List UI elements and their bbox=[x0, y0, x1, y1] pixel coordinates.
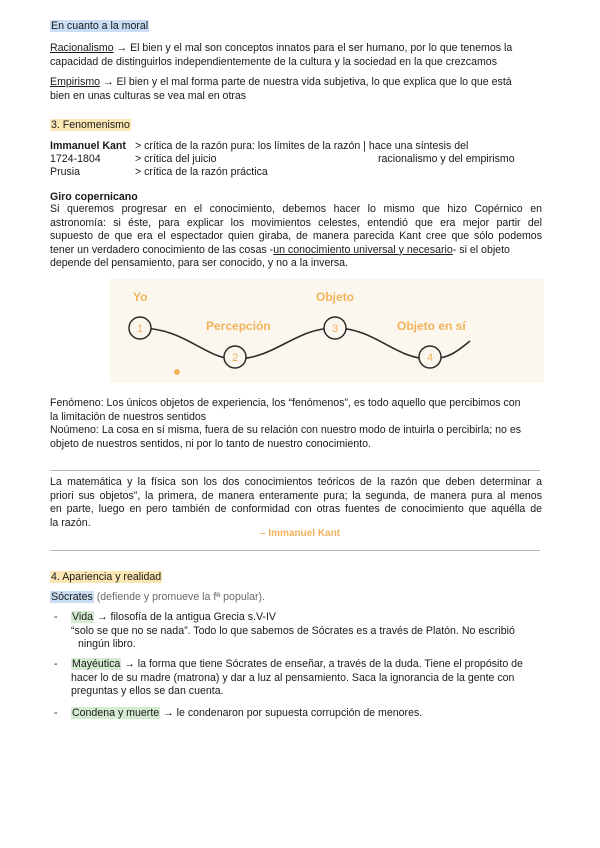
kant-years: 1724-1804 bbox=[50, 153, 101, 165]
fenomeno-paragraph bbox=[50, 397, 550, 451]
noumeno-line: Noúmeno: La cosa en sí misma, fuera de su relación con nuestro modo de intuirla o percibirla; no es bbox=[50, 424, 522, 436]
quote-top-divider bbox=[50, 470, 540, 471]
fenomenismo-heading: 3. Fenomenismo bbox=[51, 119, 130, 131]
work-3: > crítica de la razón práctica bbox=[135, 166, 268, 178]
giro-line: depende del pensamiento, para ser conocido, y no a la inversa. bbox=[50, 257, 348, 269]
giro-line: tener un verdadero conocimiento de las cosas -un conocimiento universal y necesario- si el objeto bbox=[50, 243, 510, 256]
decorative-dot bbox=[174, 369, 180, 375]
giro-line: astronomía: si éste, para explicar los movimientos celestes, entendió que era mejor partir del bbox=[50, 216, 542, 229]
racionalismo-line2: capacidad de distinguirlos independientemente de la cultura y la sociedad en la que crezcamos bbox=[50, 55, 497, 68]
quote-author: – Immanuel Kant bbox=[259, 528, 341, 539]
label-objeto-en-si: Objeto en sí bbox=[397, 319, 466, 333]
socrates-intro: Sócrates (defiende y promueve la fª popular). bbox=[51, 591, 265, 603]
condena-term: Condena y muerte bbox=[72, 707, 160, 719]
label-yo: Yo bbox=[133, 290, 148, 304]
racionalismo-paragraph: Racionalismo → El bien y el mal son conceptos innatos para el ser humano, por lo que tenemos la capacidad de distinguirlos independientemente de la cultura y la sociedad en la que crezcamos bbox=[50, 42, 550, 69]
label-objeto: Objeto bbox=[316, 290, 354, 304]
step-4-number: 4 bbox=[426, 352, 434, 364]
racionalismo-term: Racionalismo bbox=[50, 42, 114, 54]
mayeutica-term: Mayéutica bbox=[72, 658, 121, 670]
mayeutica-line: hacer lo de su madre (matrona) y dar a luz al pensamiento. Saca la ignorancia de la gente con bbox=[71, 671, 515, 684]
quote-bottom-divider bbox=[50, 550, 540, 551]
mayeutica-line: preguntas y ellos se dan cuenta. bbox=[71, 685, 224, 697]
bullet-mayeutica: Mayéutica → la forma que tiene Sócrates de enseñar, a través de la duda. Tiene el propósito de hacer lo de su madre (matrona) y dar a luz al pensamiento. Saca la ignorancia de la gente con preguntas y ellos se dan cuenta. bbox=[71, 658, 549, 699]
quote-line: priori sus objetos”, la primera, de manera enteramente pura; la segunda, de manera pura al menos bbox=[50, 489, 542, 502]
work-2: > crítica del juicio bbox=[135, 153, 217, 165]
empirismo-line2: bien en unas culturas se vea mal en otras bbox=[50, 89, 247, 102]
giro-paragraph bbox=[50, 203, 542, 271]
diagram-svg bbox=[110, 279, 544, 383]
work-1: > crítica de la razón pura: los límites de la razón | hace una síntesis del bbox=[135, 140, 469, 152]
bullet-vida: Vida → filosofía de la antigua Grecia s.V-IV “solo se que no se nada”. Todo lo que sabemos de Sócrates es a través de Platón. No escribió ningún libro. bbox=[71, 611, 549, 652]
quote-line: la razón. bbox=[50, 516, 91, 529]
kant-name: Immanuel Kant bbox=[50, 140, 126, 152]
empirismo-paragraph: Empirismo → El bien y el mal forma parte de nuestra vida subjetiva, lo que explica que lo que está bien en unas culturas se vea mal en otras bbox=[50, 76, 550, 103]
bullet-dash: - bbox=[54, 707, 58, 719]
socrates-term: Sócrates bbox=[51, 591, 93, 603]
giro-underlined: un conocimiento universal y necesario bbox=[273, 243, 453, 256]
label-percepcion: Percepción bbox=[206, 319, 271, 333]
kant-place: Prusia bbox=[50, 166, 81, 178]
kant-quote bbox=[50, 476, 542, 530]
moral-heading: En cuanto a la moral bbox=[51, 20, 149, 32]
quote-line: en parte, luego en pero también de conformidad con otras fuentes de conocimiento que aquélla de bbox=[50, 503, 542, 515]
fenomeno-line: Fenómeno: Los únicos objetos de experiencia, los “fenómenos”, es todo aquello que percibimos con bbox=[50, 397, 521, 409]
bullet-condena: Condena y muerte → le condenaron por supuesta corrupción de menores. bbox=[72, 707, 423, 719]
bullet-dash: - bbox=[54, 658, 58, 670]
fenomeno-line: la limitación de nuestros sentidos bbox=[50, 410, 207, 423]
vida-line: ningún libro. bbox=[78, 638, 136, 650]
giro-line: supuesto de que era el espectador quien giraba, de manera parecida Kant cree que sólo podemos bbox=[50, 230, 542, 242]
giro-title: Giro copernicano bbox=[50, 191, 138, 203]
step-2-number: 2 bbox=[231, 352, 239, 364]
vida-line: “solo se que no se nada”. Todo lo que sabemos de Sócrates es a través de Platón. No escribió bbox=[71, 624, 515, 637]
quote-line: La matemática y la física son los dos conocimientos teóricos de la razón que deben determinar a bbox=[50, 476, 542, 488]
vida-term: Vida bbox=[72, 611, 94, 623]
bullet-dash: - bbox=[54, 611, 58, 623]
giro-line: Si queremos progresar en el conocimiento, debemos hacer lo mismo que hizo Copérnico en bbox=[50, 203, 542, 215]
synthesis-continuation: racionalismo y del empirismo bbox=[378, 153, 515, 165]
empirismo-term: Empirismo bbox=[50, 76, 101, 88]
noumeno-line: objeto de nuestros sentidos, ni por lo tanto de nuestro conocimiento. bbox=[50, 437, 371, 450]
apariencia-heading: 4. Apariencia y realidad bbox=[51, 571, 162, 583]
step-1-number: 1 bbox=[136, 323, 144, 335]
step-3-number: 3 bbox=[331, 323, 339, 335]
copernican-diagram bbox=[110, 279, 544, 383]
